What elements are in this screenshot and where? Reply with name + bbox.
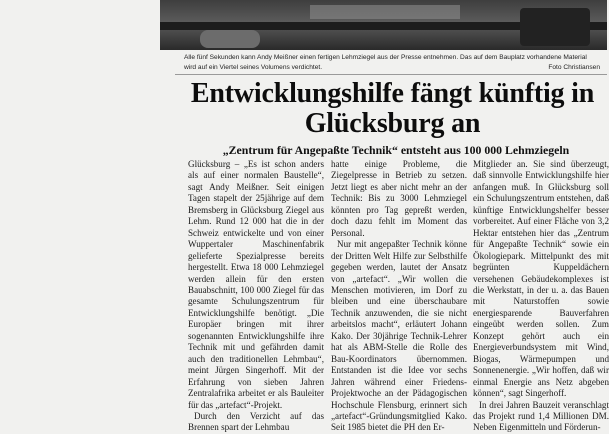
article-column-2 (331, 159, 467, 434)
photo-caption (184, 53, 600, 72)
subheadline: „Zentrum für Angepaßte Technik“ entsteht aus 100 000 Lehmziegeln (222, 143, 570, 157)
paragraph: In drei Jahren Bauzeit veranschlagt das Projekt rund 1,4 Millionen DM. Neben Eigenmitteln und Förderun- (473, 399, 609, 433)
article-column-3 (473, 159, 609, 434)
photo-brick-press (520, 8, 590, 46)
paragraph: Nur mit angepaßter Technik könne der Dritten Welt Hilfe zur Selbsthilfe gegeben werden, lautet der Ansatz von „artefact“. „Wir wollen die Menschen motivieren, im Dorf zu bleiben und eine überschaubare Technik anzuwenden, die sie nicht arbeitslos macht“, erläutert Johann Kako. Der 30jährige Technik-Lehrer hat als ABM-Stelle die Rolle des Bau-Koordinators übernommen. Entstanden ist die Idee vor sechs Jahren während einer Friedens-Projektwoche an der Pädagogischen Hochschule Flensburg, erinnert sich „artefact“-Gründungsmitglied Kako. Seit 1985 bietet die PH den Er- (331, 239, 467, 433)
paragraph: Mitglieder an. Sie sind überzeugt, daß sinnvolle Entwicklungshilfe hier anfangen muß. In Glücksburg soll ein Schulungszentrum entstehen, daß künftige Entwicklungshelfer besser vorbereitet. Auf einer Fläche von 3,2 Hektar entstehen hier das „Zentrum für Angepaßte Technik“ sowie ein Ökologiepark. Mittelpunkt des mit begrünten Kuppeldächern versehenen Gebäudekomplexes ist die Werkstatt, in der u. a. das Bauen mit Naturstoffen sowie energiesparende Bauverfahren eingeübt werden sollen. Zum Konzept gehört auch ein Energieverbundsystem mit Wind, Biogas, Wärmepumpen und Sonnenenergie. „Wir hoffen, daß wir einmal Energie ans Netz abgeben können“, sagt Singerhoff. (473, 159, 609, 399)
article-column-1 (188, 159, 324, 434)
paragraph: Glücksburg – „Es ist schon anders als auf einer normalen Baustelle“, sagt Andy Meißner. Seit einigen Tagen stapelt der 25jährige auf dem Bremsberg in Glücksburg Ziegel aus Lehm. Rund 12 000 hat die in der Schweiz entwickelte und von einer Wuppertaler Maschinenfabrik gelieferte Spezialpresse bereits hergestellt. Etwa 18 000 Lehmziegel werden allein für den ersten Bauabschnitt, 100 000 Ziegel für das gesamte Schulungszentrum für Entwicklungshilfe benötigt. „Die Europäer bringen mit ihrer sogenannten Entwicklungshilfe ihre Technik mit und gefährden damit auch den traditionellen Lehmbau“, meint Jürgen Singerhoff. Mit der Erfahrung von sieben Jahren Zentralafrika arbeitet er als Bauleiter für das „artefact“-Projekt. (188, 159, 324, 410)
article-photo (160, 0, 607, 50)
paragraph: hatte einige Probleme, die Ziegelpresse in Betrieb zu setzen. Jetzt liegt es aber nicht mehr an der Technik: Bis zu 3000 Lehmziegel könnten pro Tag gepreßt werden, doch dazu fehlt im Moment das Personal. (331, 159, 467, 238)
photo-light-area (310, 5, 460, 19)
headline: Entwicklungshilfe fängt künftig in Glücksburg an (190, 78, 595, 139)
photo-credit: Foto Christiansen (548, 63, 600, 71)
paragraph: Durch den Verzicht auf das Brennen spart der Lehmbau (188, 410, 324, 433)
photo-hand (200, 30, 260, 48)
caption-divider (175, 74, 607, 75)
photo-caption-text: Alle fünf Sekunden kann Andy Meißner einen fertigen Lehmziegel aus der Presse entnehmen. Das auf dem Bauplatz vorhandene Material wird auf ein Viertel seines Volumens verdichtet. (184, 54, 587, 71)
